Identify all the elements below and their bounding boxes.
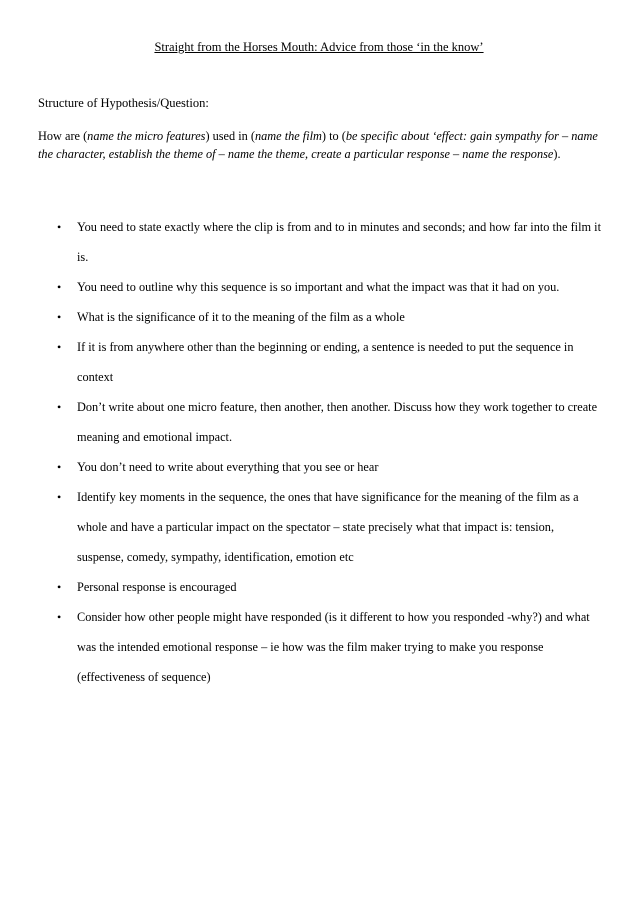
bullet-icon: •	[57, 460, 62, 474]
list-item-text: Consider how other people might have responded (is it different to how you responded -why?) and what was the intended emotional response – ie how was the film maker trying to make you response (effectiveness of sequence)	[77, 610, 590, 684]
bullet-icon: •	[57, 280, 62, 294]
bullet-icon: •	[57, 400, 62, 414]
list-item	[0, 392, 601, 452]
bullet-icon: •	[57, 580, 62, 594]
bullet-icon: •	[57, 610, 62, 624]
structure-text: ).	[553, 147, 561, 161]
list-item	[0, 452, 601, 482]
bullet-icon: •	[57, 490, 62, 504]
list-item	[0, 212, 601, 272]
list-item	[0, 302, 601, 332]
list-item-text: If it is from anywhere other than the beginning or ending, a sentence is needed to put the sequence in context	[77, 340, 574, 384]
list-item	[0, 482, 601, 572]
structure-text: How are (	[38, 129, 88, 143]
advice-list	[0, 212, 638, 692]
structure-text: ) to (	[321, 129, 346, 143]
bullet-icon: •	[57, 340, 62, 354]
list-item	[0, 572, 601, 602]
list-item	[0, 332, 601, 392]
document-title: Straight from the Horses Mouth: Advice from those ‘in the know’	[154, 40, 484, 54]
structure-paragraph	[38, 127, 604, 163]
bullet-icon: •	[57, 220, 62, 234]
list-item-text: Personal response is encouraged	[77, 580, 237, 594]
structure-heading: Structure of Hypothesis/Question:	[38, 96, 209, 110]
structure-text: ) used in (	[205, 129, 255, 143]
structure-placeholder-film: name the film	[254, 129, 322, 143]
list-item-text: Identify key moments in the sequence, the ones that have significance for the meaning of the film as a whole and have a particular impact on the spectator – state precisely what that impact is: tension, suspense, comedy, sympathy, identification, emotion etc	[77, 490, 579, 564]
bullet-icon: •	[57, 310, 62, 324]
list-item-text: You don’t need to write about everything that you see or hear	[77, 460, 379, 474]
structure-placeholder-micro-features: name the micro features	[87, 129, 206, 143]
list-item-text: You need to state exactly where the clip is from and to in minutes and seconds; and how far into the film it is.	[77, 220, 601, 264]
list-item	[0, 602, 601, 692]
list-item-text: What is the significance of it to the meaning of the film as a whole	[77, 310, 405, 324]
list-item	[0, 272, 601, 302]
list-item-text: Don’t write about one micro feature, then another, then another. Discuss how they work together to create meaning and emotional impact.	[77, 400, 598, 444]
list-item-text: You need to outline why this sequence is so important and what the impact was that it had on you.	[77, 280, 560, 294]
structure-placeholder-effect: be specific about ‘effect: gain sympathy for – name the character, establish the theme of – name the theme, create a particular response – name the response	[38, 129, 598, 161]
